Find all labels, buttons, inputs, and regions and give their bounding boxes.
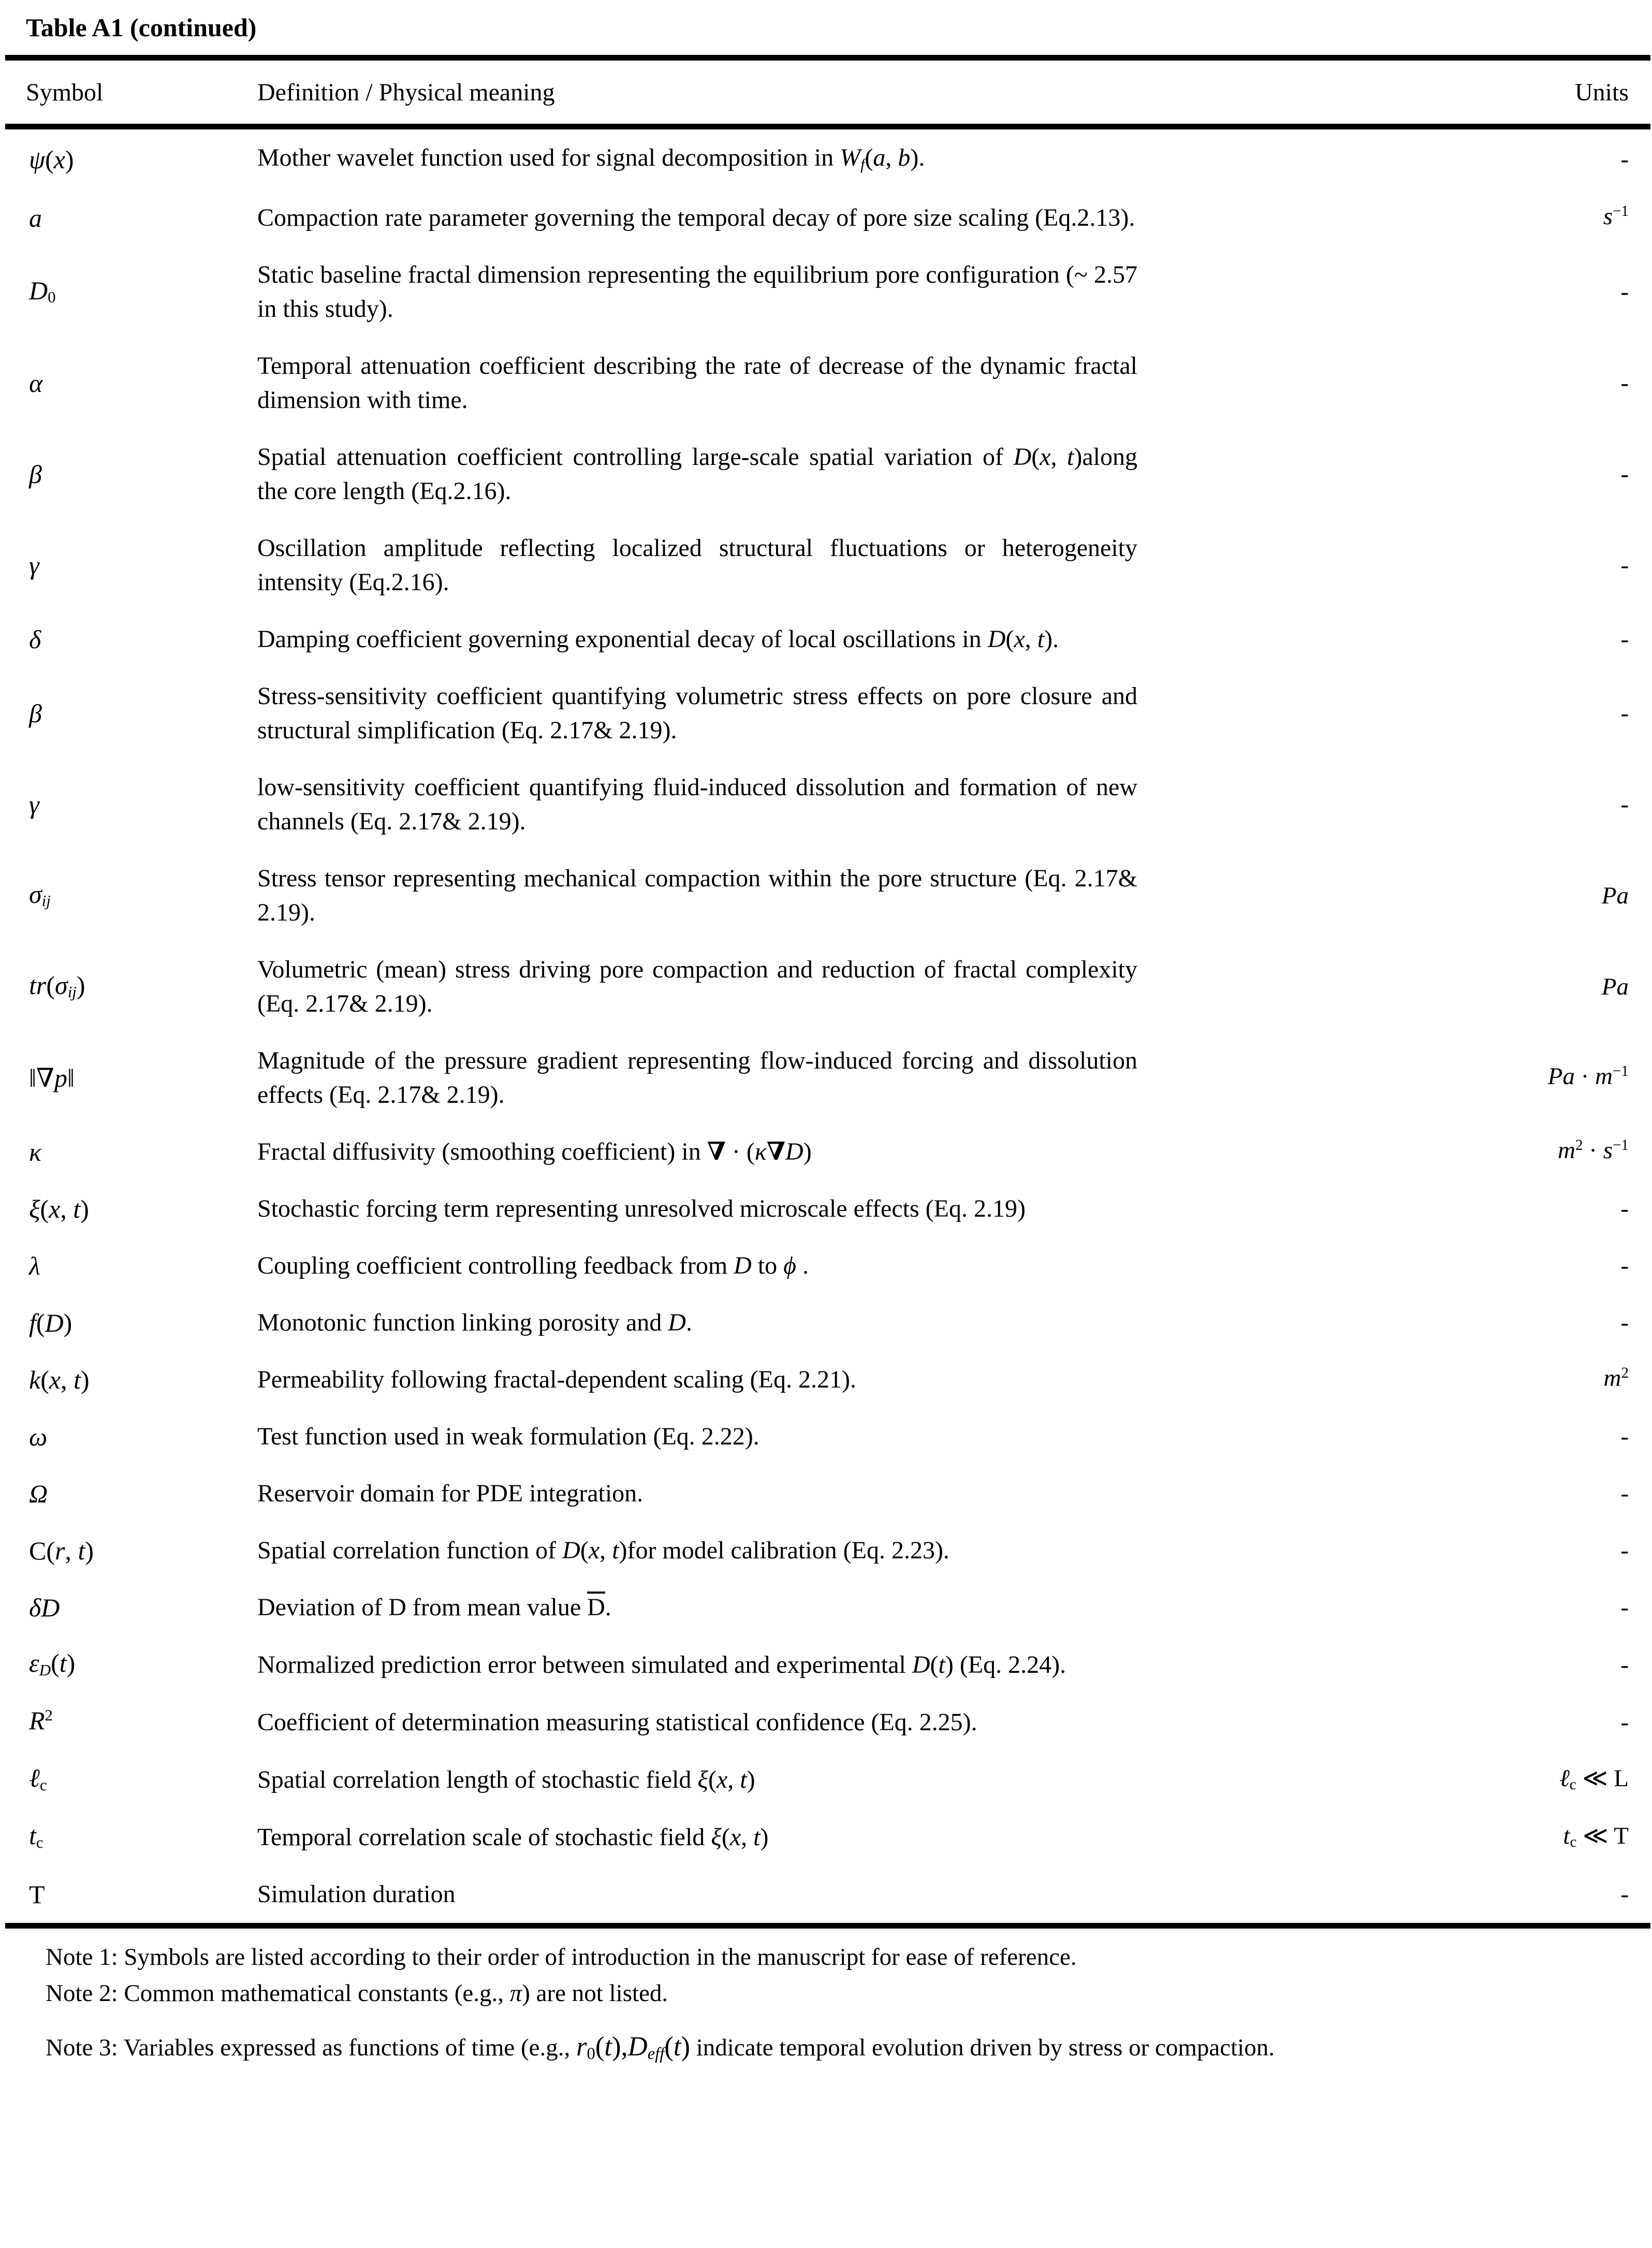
table-row	[26, 1351, 1629, 1408]
symbol-cell: $R^2$	[29, 1705, 53, 1735]
units-cell: Pa	[1601, 882, 1629, 909]
column-header-units: Units	[1574, 78, 1629, 106]
units-cell: -	[1620, 1537, 1629, 1564]
units-cell: -	[1620, 146, 1629, 173]
units-cell: -	[1620, 626, 1629, 653]
units-cell: ℓ$_c$ ≪ L	[1559, 1764, 1629, 1793]
units-cell: -	[1620, 1594, 1629, 1621]
table-row	[26, 1294, 1629, 1351]
definition-cell: Mother wavelet function used for signal decomposition in $W_f(a$, b).	[257, 144, 925, 173]
definition-cell: Stochastic forcing term representing unresolved microscale effects (Eq. 2.19)	[257, 1195, 1026, 1222]
table-row	[26, 1636, 1629, 1694]
units-cell: $m^2$	[1603, 1364, 1629, 1392]
column-header-symbol: Symbol	[26, 78, 104, 106]
definition-cell: Deviation of D from mean value $\overline{D}$.	[257, 1594, 611, 1621]
note-item: Note 2: Common mathematical constants (e.g., π) are not listed.	[46, 1980, 668, 2007]
units-cell: -	[1620, 1423, 1629, 1450]
units-cell: -	[1620, 700, 1629, 727]
definition-cell: Oscillation amplitude reflecting localized structural fluctuations or heterogeneity intensity (Eq.2.16).	[257, 534, 1137, 596]
definition-cell: Normalized prediction error between simulated and experimental D(t) (Eq. 2.24).	[257, 1651, 1066, 1678]
symbol-cell: ℓ$_c$	[29, 1763, 47, 1794]
definition-cell: Stress tensor representing mechanical compaction within the pore structure (Eq. 2.17& 2.19).	[257, 865, 1137, 926]
symbol-cell: β	[29, 460, 42, 489]
definition-cell: Spatial correlation length of stochastic field ξ(x, t)	[257, 1765, 755, 1793]
definition-cell: Stress-sensitivity coefficient quantifying volumetric stress effects on pore closure and structural simplification (Eq. 2.17& 2.19).	[257, 682, 1137, 744]
table-row	[26, 1180, 1629, 1237]
symbol-cell: a	[29, 203, 42, 232]
definition-cell: Coefficient of determination measuring statistical confidence (Eq. 2.25).	[257, 1708, 977, 1736]
symbol-cell: k(x, t)	[29, 1365, 90, 1394]
units-cell: -	[1620, 461, 1629, 488]
symbol-cell: γ	[29, 551, 39, 580]
definition-cell: low-sensitivity coefficient quantifying fluid-induced dissolution and formation of new channels (Eq. 2.17& 2.19).	[257, 773, 1137, 835]
units-cell: -	[1620, 1195, 1629, 1222]
symbol-cell: $D_0$	[29, 275, 56, 306]
symbol-cell: γ	[29, 790, 39, 819]
units-cell: Pa	[1601, 973, 1629, 1000]
table-row	[26, 668, 1629, 759]
table-row	[26, 1123, 1629, 1180]
header-rule	[5, 124, 1650, 129]
definition-cell: Magnitude of the pressure gradient representing flow-induced forcing and dissolution effects (Eq. 2.17& 2.19).	[257, 1047, 1137, 1108]
units-cell: -	[1620, 1651, 1629, 1678]
symbol-cell: Ω	[29, 1479, 48, 1508]
table-row	[26, 759, 1629, 850]
units-cell: $Pa \cdot m^{-1}$	[1547, 1062, 1629, 1090]
table-row	[26, 1522, 1629, 1579]
table-body	[26, 129, 1629, 1923]
symbol-cell: T	[29, 1880, 45, 1909]
units-cell: -	[1620, 791, 1629, 818]
units-cell: -	[1620, 1480, 1629, 1507]
symbol-cell: δD	[29, 1593, 60, 1622]
units-cell: $t_c$ ≪ T	[1563, 1822, 1629, 1850]
definition-cell: Static baseline fractal dimension representing the equilibrium pore configuration (~ 2.57 in this study).	[257, 261, 1137, 323]
notes-section	[26, 1929, 1629, 2079]
definition-cell: Simulation duration	[257, 1880, 456, 1908]
units-cell: -	[1620, 279, 1629, 305]
table-row	[26, 1408, 1629, 1465]
table-header-row	[26, 61, 1629, 124]
symbol-cell: α	[29, 369, 43, 398]
symbol-cell: δ	[29, 625, 41, 654]
symbol-cell: $\sigma_{ij}$	[29, 879, 51, 910]
bottom-rule	[5, 1923, 1650, 1929]
definition-cell: Monotonic function linking porosity and D.	[257, 1309, 692, 1336]
table-row	[26, 850, 1629, 941]
units-cell: -	[1620, 1881, 1629, 1908]
definition-cell: Compaction rate parameter governing the temporal decay of pore size scaling (Eq.2.13).	[257, 204, 1135, 231]
definition-cell: Spatial attenuation coefficient controlling large-scale spatial variation of D(x, t)along the core length (Eq.2.16).	[257, 443, 1138, 505]
table-row	[26, 1694, 1629, 1751]
symbol-cell: $t_c$	[29, 1821, 43, 1851]
table-row	[26, 520, 1629, 611]
table-row	[26, 246, 1629, 338]
definition-cell: Fractal diffusivity (smoothing coefficient) in ∇ · (κ∇D)	[257, 1138, 812, 1165]
definition-cell: Spatial correlation function of D(x, t)for model calibration (Eq. 2.23).	[257, 1537, 949, 1564]
symbol-cell: $tr(\sigma_{ij})$	[29, 970, 85, 1001]
units-cell: $s^{-1}$	[1603, 202, 1629, 230]
units-cell: -	[1620, 1252, 1629, 1279]
table-row	[26, 611, 1629, 668]
note-item: Note 3: Variables expressed as functions of time (e.g., $r_0(t),D_{eff}(t)$ indicate temporal evolution driven by stress or compaction.	[46, 2032, 1275, 2064]
column-header-definition: Definition / Physical meaning	[257, 78, 555, 106]
top-rule	[5, 55, 1650, 61]
symbol-cell: κ	[29, 1137, 41, 1166]
symbol-cell: ψ(x)	[29, 145, 74, 174]
units-cell: -	[1620, 370, 1629, 397]
units-cell: -	[1620, 1309, 1629, 1336]
note-item: Note 1: Symbols are listed according to their order of introduction in the manuscript for ease of reference.	[46, 1944, 1077, 1970]
definition-cell: Volumetric (mean) stress driving pore compaction and reduction of fractal complexity (Eq. 2.17& 2.19).	[257, 956, 1137, 1017]
symbol-cell: λ	[29, 1251, 40, 1280]
table-row	[26, 189, 1629, 246]
definition-cell: Damping coefficient governing exponential decay of local oscillations in D(x, t).	[257, 625, 1059, 653]
table-row	[26, 1751, 1629, 1808]
definition-cell: Permeability following fractal-dependent scaling (Eq. 2.21).	[257, 1366, 856, 1393]
units-cell: $m^2 \cdot s^{-1}$	[1558, 1136, 1629, 1164]
symbol-cell: f(D)	[29, 1308, 72, 1337]
symbol-cell: ‖∇p‖	[29, 1063, 75, 1092]
table-row	[26, 129, 1629, 189]
table-row	[26, 1808, 1629, 1866]
table-row	[26, 1237, 1629, 1294]
definition-cell: Temporal correlation scale of stochastic field ξ(x, t)	[257, 1823, 769, 1851]
table-title: Table A1 (continued)	[26, 13, 257, 42]
symbol-cell: ξ(x, t)	[29, 1194, 89, 1223]
definition-cell: Reservoir domain for PDE integration.	[257, 1480, 644, 1507]
table-row	[26, 1032, 1629, 1123]
definition-cell: Coupling coefficient controlling feedback from D to ϕ .	[257, 1252, 809, 1279]
definition-cell: Temporal attenuation coefficient describing the rate of decrease of the dynamic fractal dimension with time.	[257, 352, 1137, 414]
table-row	[26, 338, 1629, 429]
symbol-cell: C(r, t)	[29, 1536, 94, 1565]
symbol-cell: β	[29, 699, 42, 728]
symbol-cell: $\varepsilon_D(t)$	[29, 1648, 76, 1679]
table-row	[26, 1465, 1629, 1522]
units-cell: -	[1620, 1709, 1629, 1736]
table-row	[26, 429, 1629, 520]
table-row	[26, 1866, 1629, 1923]
table-row	[26, 941, 1629, 1032]
units-cell: -	[1620, 552, 1629, 579]
definition-cell: Test function used in weak formulation (Eq. 2.22).	[257, 1423, 759, 1450]
symbol-cell: ω	[29, 1422, 48, 1451]
table-row	[26, 1579, 1629, 1636]
